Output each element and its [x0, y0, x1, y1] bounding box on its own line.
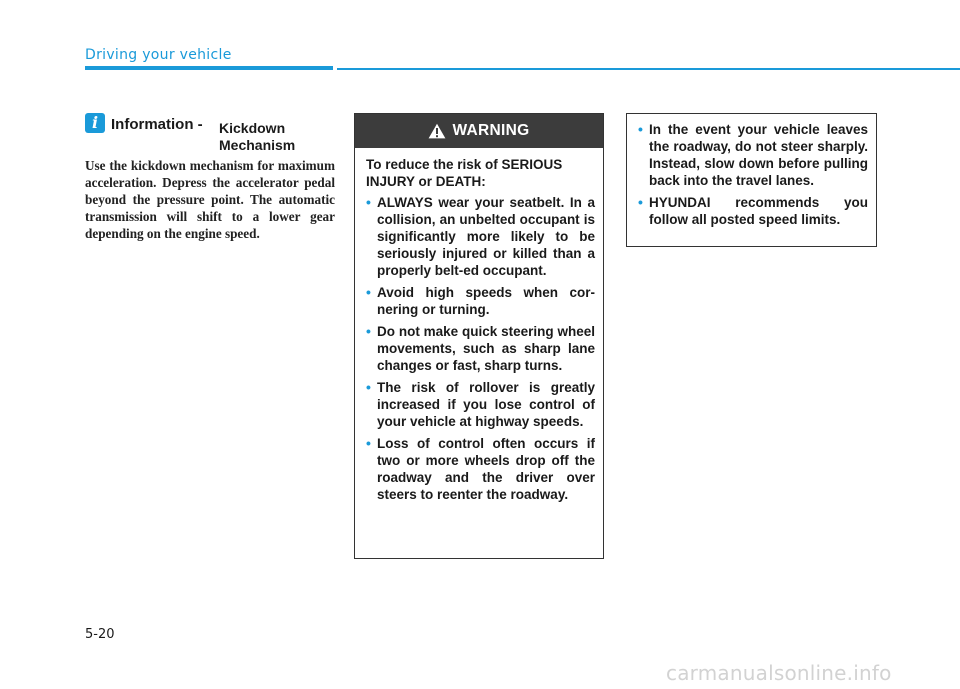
info-label: Information - [111, 116, 203, 133]
warning-box [354, 113, 604, 559]
info-topic [219, 120, 329, 154]
list-item-text: HYUNDAI recommends you follow all posted speed limits. [649, 195, 868, 227]
list-item [366, 284, 595, 318]
list-item-text: Do not make quick steering wheel movements, such as sharp lane changes or fast, sharp turns. [377, 324, 595, 373]
bullet-dot-icon: • [366, 323, 371, 339]
list-item [638, 121, 868, 189]
warning-intro: To reduce the risk of SERIOUS INJURY or DEATH: [366, 157, 563, 189]
watermark: carmanualsonline.info [666, 661, 892, 685]
continued-warning-box [626, 113, 877, 247]
list-item-text: Avoid high speeds when cor-nering or turning. [377, 285, 595, 317]
list-item-text: In the event your vehicle leaves the roadway, do not steer sharply. Instead, slow down before pulling back into the travel lanes. [649, 122, 868, 188]
continued-warning-list [638, 121, 868, 228]
list-item [366, 435, 595, 503]
warning-list [366, 194, 595, 503]
list-item [366, 379, 595, 430]
bullet-dot-icon: • [638, 194, 643, 210]
info-topic-line2: Mechanism [219, 137, 296, 153]
warning-header [355, 114, 603, 148]
bullet-dot-icon: • [638, 121, 643, 137]
info-body-text: Use the kickdown mechanism for maximum acceleration. Depress the accelerator pedal beyond the pressure point. The automatic transmission will shift to a lower gear depending on the engine speed. [85, 158, 335, 242]
list-item-text: ALWAYS wear your seatbelt. In a collision, an unbelted occupant is significantly more likely to be seriously injured or killed than a properly belt-ed occupant. [377, 195, 595, 278]
warning-title: WARNING [452, 122, 530, 139]
warning-body [355, 148, 603, 503]
header-rule-thin [337, 68, 960, 70]
bullet-dot-icon: • [366, 194, 371, 210]
bullet-dot-icon: • [366, 379, 371, 395]
info-i-icon: i [85, 113, 105, 133]
list-item-text: Loss of control often occurs if two or more wheels drop off the roadway and the driver over steers to reenter the roadway. [377, 436, 595, 502]
bullet-dot-icon: • [366, 435, 371, 451]
info-topic-line1: Kickdown [219, 120, 286, 136]
header-rule-thick [85, 66, 333, 70]
warning-triangle-icon [428, 123, 446, 139]
list-item-text: The risk of rollover is greatly increased if you lose control of your vehicle at highway speeds. [377, 380, 595, 429]
bullet-dot-icon: • [366, 284, 371, 300]
list-item [366, 323, 595, 374]
info-header [85, 113, 335, 157]
list-item [638, 194, 868, 228]
section-title: Driving your vehicle [85, 47, 232, 63]
list-item [366, 194, 595, 279]
page-number: 5-20 [85, 627, 115, 642]
